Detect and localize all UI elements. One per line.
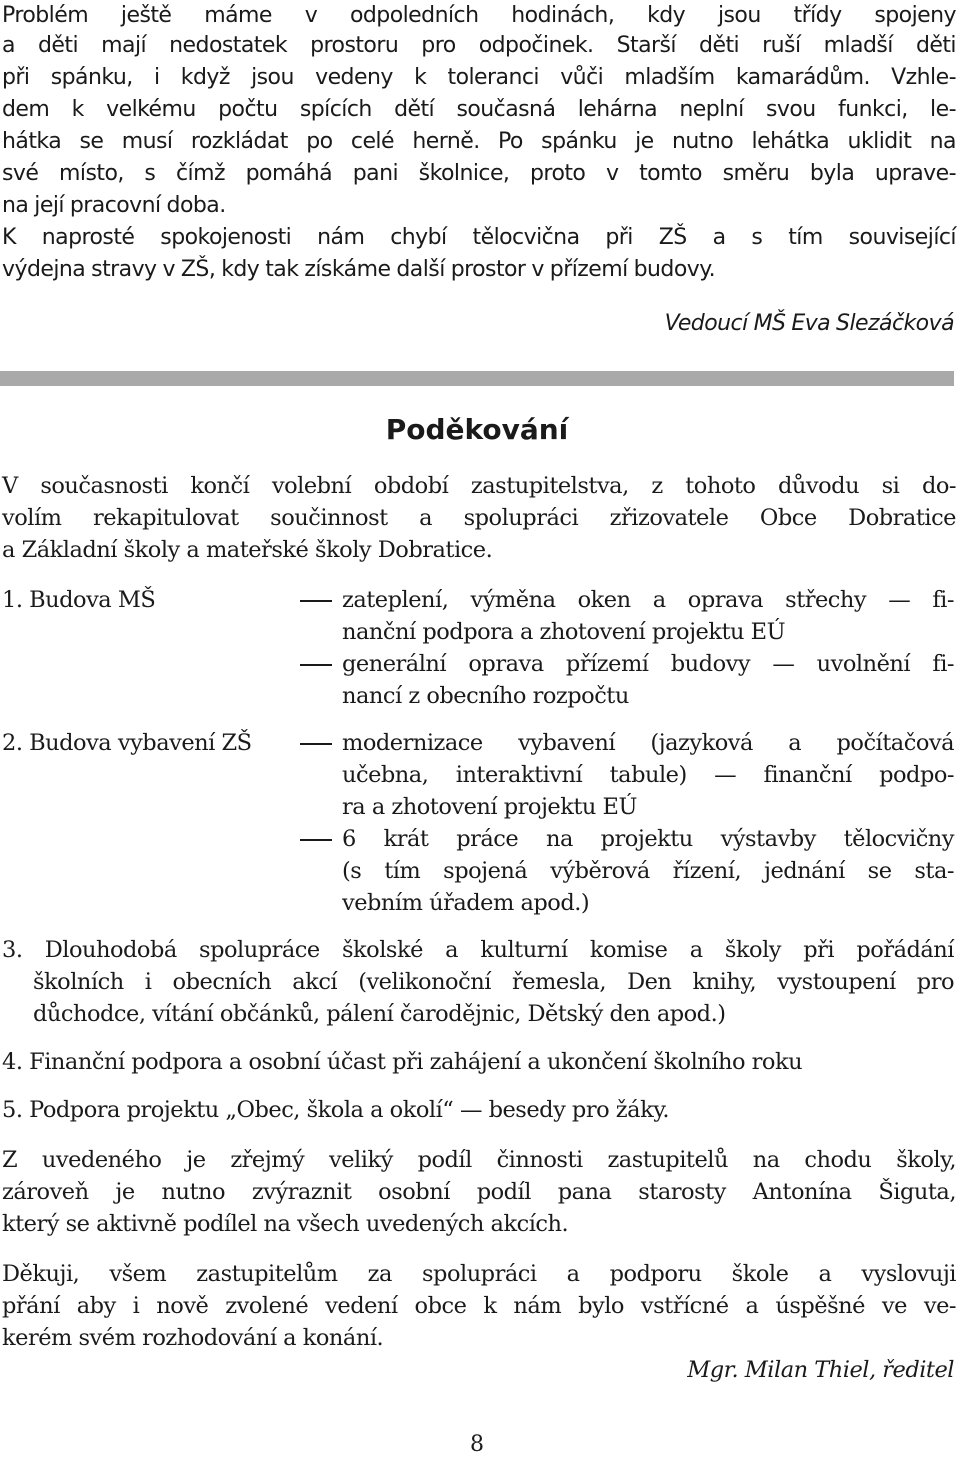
em-dash — [300, 600, 332, 602]
list-item-text: nanční podpora a zhotovení projektu EÚ — [342, 619, 786, 645]
text-line: a Základní školy a mateřské školy Dobratice. — [2, 537, 493, 563]
signature: Mgr. Milan Thiel, ředitel — [687, 1357, 954, 1383]
em-dash — [300, 664, 332, 666]
text-line: který se aktivně podílel na všech uvedených akcích. — [2, 1211, 569, 1237]
em-dash — [300, 743, 332, 745]
list-item-label: 1. Budova MŠ — [2, 587, 156, 613]
text-line: K naprosté spokojenosti nám chybí tělocvična při ZŠ a s tím související — [2, 225, 956, 250]
list-item-text: vebním úřadem apod.) — [342, 890, 590, 916]
text-line: na její pracovní doba. — [2, 193, 226, 218]
text-line: výdejna stravy v ZŠ, kdy tak získáme další prostor v přízemí budovy. — [2, 257, 716, 282]
list-item-text: (s tím spojená výběrová řízení, jednání se sta- — [342, 858, 954, 884]
text-line: své místo, s čímž pomáhá pani školnice, proto v tomto směru byla uprave- — [2, 161, 956, 186]
text-line: přání aby i nově zvolené vedení obce k nám bylo vstřícné a úspěšné ve ve- — [2, 1293, 956, 1319]
text-line: Problém ještě máme v odpoledních hodinách, kdy jsou třídy spojeny — [2, 3, 956, 28]
page-number: 8 — [470, 1432, 484, 1457]
list-item-text: zateplení, výměna oken a oprava střechy — fi- — [342, 587, 954, 613]
text-line: a děti mají nedostatek prostoru pro odpočinek. Starší děti ruší mladší děti — [2, 33, 956, 58]
intro-signature: Vedoucí MŠ Eva Slezáčková — [664, 311, 954, 336]
em-dash — [300, 839, 332, 841]
text-line: dem k velkému počtu spících dětí současná lehárna neplní svou funkci, le- — [2, 97, 956, 122]
list-item: 5. Podpora projektu „Obec, škola a okolí“ — besedy pro žáky. — [2, 1097, 670, 1123]
list-item-text: 6 krát práce na projektu výstavby tělocvičny — [342, 826, 954, 852]
list-item-text: ra a zhotovení projektu EÚ — [342, 794, 637, 820]
list-item: 4. Finanční podpora a osobní účast při zahájení a ukončení školního roku — [2, 1049, 803, 1075]
text-line: Děkuji, všem zastupitelům za spolupráci a podporu škole a vyslovuji — [2, 1261, 956, 1287]
text-line: hátka se musí rozkládat po celé herně. Po spánku je nutno lehátka uklidit na — [2, 129, 956, 154]
section-divider — [0, 371, 954, 386]
list-item-label: 2. Budova vybavení ZŠ — [2, 730, 252, 756]
text-line: zároveň je nutno zvýraznit osobní podíl pana starosty Antonína Šiguta, — [2, 1179, 956, 1205]
text-line: při spánku, i když jsou vedeny k toleranci vůči mladším kamarádům. Vzhle- — [2, 65, 956, 90]
list-item-text: nancí z obecního rozpočtu — [342, 683, 629, 709]
text-line: V současnosti končí volební období zastupitelstva, z tohoto důvodu si do- — [2, 473, 956, 499]
list-item-text: učebna, interaktivní tabule) — finanční podpo- — [342, 762, 954, 788]
section-heading: Poděkování — [385, 413, 569, 446]
text-line: kerém svém rozhodování a konání. — [2, 1325, 384, 1351]
text-line: Z uvedeného je zřejmý veliký podíl činnosti zastupitelů na chodu školy, — [2, 1147, 956, 1173]
list-item-text: generální oprava přízemí budovy — uvolnění fi- — [342, 651, 954, 677]
text-line: volím rekapitulovat součinnost a spolupráci zřizovatele Obce Dobratice — [2, 505, 956, 531]
list-item-text: školních i obecních akcí (velikonoční řemesla, Den knihy, vystoupení pro — [33, 969, 954, 995]
list-item-text: 3. Dlouhodobá spolupráce školské a kulturní komise a školy při pořádání — [2, 937, 954, 963]
list-item-text: důchodce, vítání občánků, pálení čarodějnic, Dětský den apod.) — [33, 1001, 726, 1027]
list-item-text: modernizace vybavení (jazyková a počítačová — [342, 730, 954, 756]
